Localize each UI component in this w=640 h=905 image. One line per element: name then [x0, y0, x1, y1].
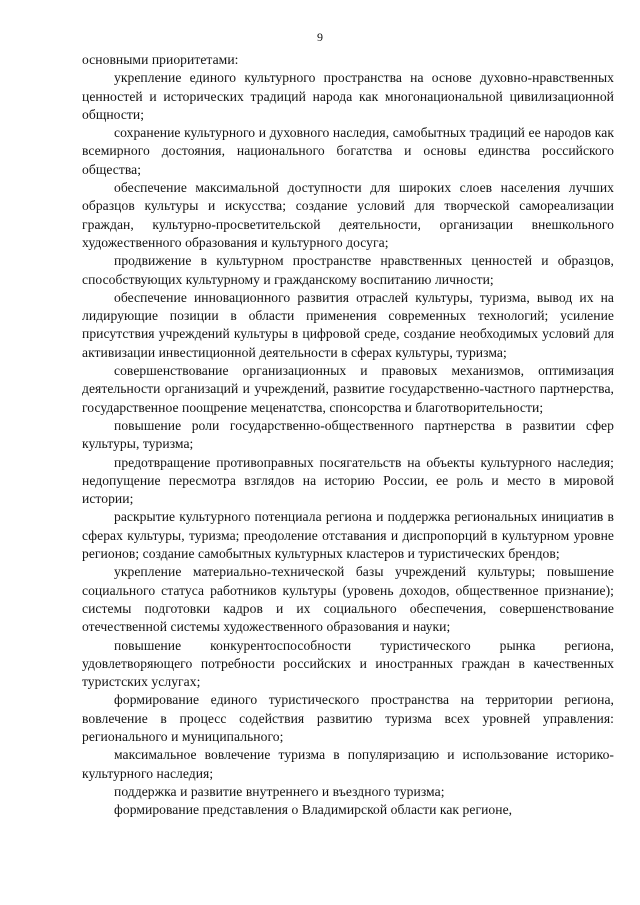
- priority-paragraph: максимальное вовлечение туризма в популяризацию и использование историко-культурного наследия;: [82, 747, 614, 781]
- priority-paragraph: продвижение в культурном пространстве нравственных ценностей и образцов, способствующих культурному и гражданскому воспитанию личности;: [82, 253, 614, 287]
- priority-paragraph: укрепление материально-технической базы учреждений культуры; повышение социального статуса работников культуры (уровень доходов, общественное признание); системы подготовки кадров и их социального обеспечения, совершенствование отечественной системы художественного образования и науки;: [82, 564, 614, 635]
- priority-paragraph: сохранение культурного и духовного наследия, самобытных традиций ее народов как всемирного достояния, национального богатства и основы единства российского общества;: [82, 125, 614, 177]
- priority-paragraph: раскрытие культурного потенциала региона и поддержка региональных инициатив в сферах культуры, туризма; преодоление отставания и диспропорций в культурном уровне регионов; создание самобытных культурных кластеров и туристических брендов;: [82, 509, 614, 562]
- priority-paragraph: предотвращение противоправных посягательств на объекты культурного наследия; недопущение пересмотра взглядов на историю России, ее роль и место в мировой истории;: [82, 454, 614, 507]
- document-body: [82, 51, 614, 819]
- priority-paragraph: обеспечение максимальной доступности для широких слоев населения лучших образцов культуры и искусства; создание условий для творческой самореализации граждан, культурно-просветительской деятельности, организации внешкольного художественного образования и культурного досуга;: [82, 180, 614, 250]
- priority-paragraph: формирование единого туристического пространства на территории региона, вовлечение в процесс содействия развитию туризма всех уровней управления: регионального и муниципального;: [82, 692, 614, 744]
- priority-paragraph: совершенствование организационных и правовых механизмов, оптимизация деятельности организаций и учреждений, развитие государственно-частного партнерства, государственное поощрение меценатства, спонсорства и благотворительности;: [82, 363, 614, 415]
- lead-line: основными приоритетами:: [82, 52, 239, 67]
- priority-paragraph: повышение роли государственно-общественного партнерства в развитии сфер культуры, туризма;: [82, 417, 614, 452]
- priority-paragraph: повышение конкурентоспособности туристического рынка региона, удовлетворяющего потребности российских и иностранных граждан в качественных туристских услугах;: [82, 637, 614, 690]
- priority-paragraph: обеспечение инновационного развития отраслей культуры, туризма, вывод их на лидирующие позиции в области применения современных технологий; усиление присутствия учреждений культуры в цифровой среде, создание необходимых условий для активизации инвестиционной деятельности в сферах культуры, туризма;: [82, 289, 614, 360]
- priority-paragraph: поддержка и развитие внутреннего и въездного туризма;: [114, 783, 445, 799]
- priority-paragraph: формирование представления о Владимирской области как регионе,: [114, 802, 513, 818]
- page-number: 9: [317, 30, 323, 44]
- priority-paragraph: укрепление единого культурного пространства на основе духовно-нравственных ценностей и исторических традиций народа как многонациональной цивилизационной общности;: [82, 70, 614, 122]
